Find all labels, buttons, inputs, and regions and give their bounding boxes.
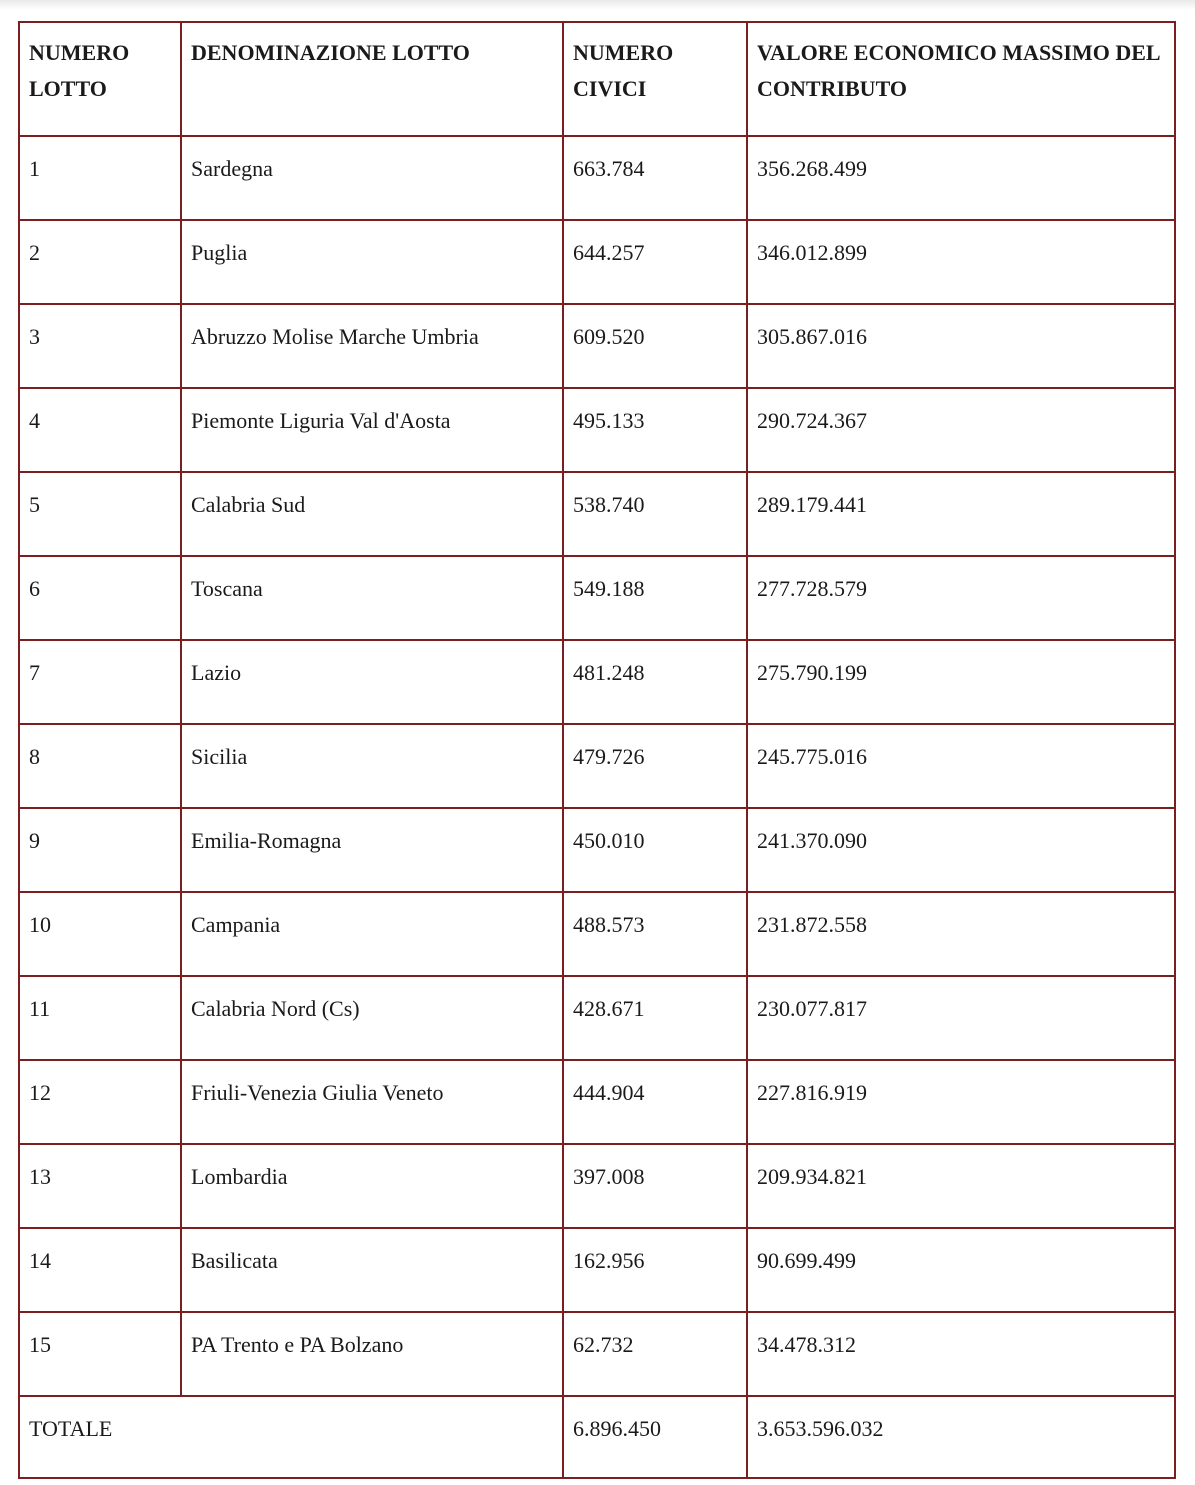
header-numero-lotto: NUMERO LOTTO bbox=[19, 22, 181, 136]
table-row bbox=[19, 136, 1175, 220]
cell-valore-economico: 241.370.090 bbox=[747, 808, 1175, 892]
cell-valore-economico: 289.179.441 bbox=[747, 472, 1175, 556]
cell-numero-civici: 397.008 bbox=[563, 1144, 747, 1228]
table-row bbox=[19, 472, 1175, 556]
cell-numero-lotto: 15 bbox=[19, 1312, 181, 1396]
cell-numero-civici: 444.904 bbox=[563, 1060, 747, 1144]
cell-numero-lotto: 13 bbox=[19, 1144, 181, 1228]
header-valore-economico: VALORE ECONOMICO MASSIMO DEL CONTRIBUTO bbox=[747, 22, 1175, 136]
table-header bbox=[19, 22, 1175, 136]
table-row bbox=[19, 808, 1175, 892]
cell-numero-lotto: 8 bbox=[19, 724, 181, 808]
table-row bbox=[19, 640, 1175, 724]
total-civici: 6.896.450 bbox=[563, 1396, 747, 1478]
cell-numero-civici: 450.010 bbox=[563, 808, 747, 892]
cell-numero-lotto: 6 bbox=[19, 556, 181, 640]
cell-numero-lotto: 7 bbox=[19, 640, 181, 724]
cell-denominazione-lotto: Sicilia bbox=[181, 724, 563, 808]
cell-denominazione-lotto: Campania bbox=[181, 892, 563, 976]
cell-numero-lotto: 4 bbox=[19, 388, 181, 472]
cell-valore-economico: 277.728.579 bbox=[747, 556, 1175, 640]
table-row bbox=[19, 220, 1175, 304]
table-row bbox=[19, 976, 1175, 1060]
cell-numero-civici: 538.740 bbox=[563, 472, 747, 556]
cell-denominazione-lotto: Puglia bbox=[181, 220, 563, 304]
cell-denominazione-lotto: Lazio bbox=[181, 640, 563, 724]
cell-numero-civici: 663.784 bbox=[563, 136, 747, 220]
table-row bbox=[19, 388, 1175, 472]
table-row bbox=[19, 724, 1175, 808]
cell-numero-civici: 479.726 bbox=[563, 724, 747, 808]
cell-valore-economico: 356.268.499 bbox=[747, 136, 1175, 220]
total-valore: 3.653.596.032 bbox=[747, 1396, 1175, 1478]
total-label: TOTALE bbox=[19, 1396, 563, 1478]
table-row bbox=[19, 892, 1175, 976]
table-row bbox=[19, 304, 1175, 388]
cell-numero-civici: 644.257 bbox=[563, 220, 747, 304]
cell-valore-economico: 245.775.016 bbox=[747, 724, 1175, 808]
cell-valore-economico: 231.872.558 bbox=[747, 892, 1175, 976]
cell-valore-economico: 230.077.817 bbox=[747, 976, 1175, 1060]
cell-numero-civici: 481.248 bbox=[563, 640, 747, 724]
lotti-table bbox=[18, 21, 1176, 1479]
cell-numero-lotto: 3 bbox=[19, 304, 181, 388]
header-numero-civici: NUMERO CIVICI bbox=[563, 22, 747, 136]
cell-numero-lotto: 10 bbox=[19, 892, 181, 976]
cell-numero-lotto: 11 bbox=[19, 976, 181, 1060]
cell-valore-economico: 346.012.899 bbox=[747, 220, 1175, 304]
cell-denominazione-lotto: Basilicata bbox=[181, 1228, 563, 1312]
cell-denominazione-lotto: Friuli-Venezia Giulia Veneto bbox=[181, 1060, 563, 1144]
cell-numero-civici: 62.732 bbox=[563, 1312, 747, 1396]
header-denominazione-lotto: DENOMINAZIONE LOTTO bbox=[181, 22, 563, 136]
table-row bbox=[19, 556, 1175, 640]
cell-numero-civici: 549.188 bbox=[563, 556, 747, 640]
cell-denominazione-lotto: PA Trento e PA Bolzano bbox=[181, 1312, 563, 1396]
total-row bbox=[19, 1396, 1175, 1478]
cell-valore-economico: 290.724.367 bbox=[747, 388, 1175, 472]
cell-valore-economico: 227.816.919 bbox=[747, 1060, 1175, 1144]
cell-valore-economico: 209.934.821 bbox=[747, 1144, 1175, 1228]
cell-valore-economico: 90.699.499 bbox=[747, 1228, 1175, 1312]
cell-numero-lotto: 14 bbox=[19, 1228, 181, 1312]
table-row bbox=[19, 1228, 1175, 1312]
top-shadow bbox=[0, 0, 1195, 10]
cell-numero-civici: 609.520 bbox=[563, 304, 747, 388]
cell-valore-economico: 305.867.016 bbox=[747, 304, 1175, 388]
cell-numero-civici: 488.573 bbox=[563, 892, 747, 976]
cell-denominazione-lotto: Abruzzo Molise Marche Umbria bbox=[181, 304, 563, 388]
cell-numero-civici: 162.956 bbox=[563, 1228, 747, 1312]
cell-denominazione-lotto: Sardegna bbox=[181, 136, 563, 220]
cell-numero-lotto: 9 bbox=[19, 808, 181, 892]
table-row bbox=[19, 1060, 1175, 1144]
cell-numero-lotto: 12 bbox=[19, 1060, 181, 1144]
cell-valore-economico: 275.790.199 bbox=[747, 640, 1175, 724]
cell-denominazione-lotto: Toscana bbox=[181, 556, 563, 640]
cell-denominazione-lotto: Calabria Sud bbox=[181, 472, 563, 556]
table-body bbox=[19, 136, 1175, 1478]
header-row bbox=[19, 22, 1175, 136]
table-row bbox=[19, 1144, 1175, 1228]
cell-numero-civici: 495.133 bbox=[563, 388, 747, 472]
cell-numero-lotto: 1 bbox=[19, 136, 181, 220]
cell-valore-economico: 34.478.312 bbox=[747, 1312, 1175, 1396]
cell-denominazione-lotto: Lombardia bbox=[181, 1144, 563, 1228]
cell-numero-lotto: 5 bbox=[19, 472, 181, 556]
cell-numero-civici: 428.671 bbox=[563, 976, 747, 1060]
cell-numero-lotto: 2 bbox=[19, 220, 181, 304]
cell-denominazione-lotto: Emilia-Romagna bbox=[181, 808, 563, 892]
table-row bbox=[19, 1312, 1175, 1396]
cell-denominazione-lotto: Piemonte Liguria Val d'Aosta bbox=[181, 388, 563, 472]
cell-denominazione-lotto: Calabria Nord (Cs) bbox=[181, 976, 563, 1060]
